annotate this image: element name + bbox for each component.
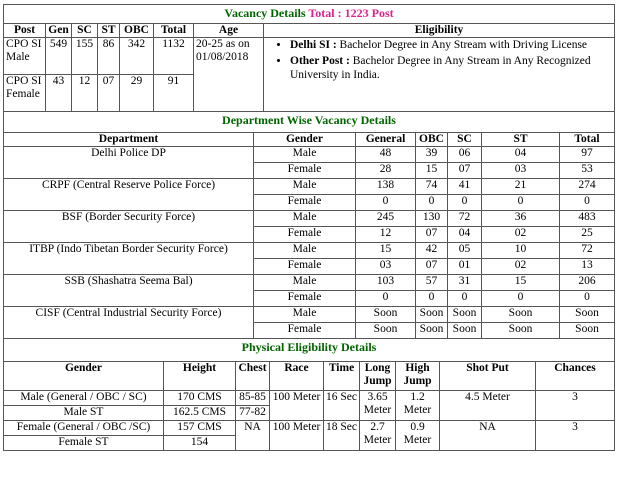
- obc-cell: Soon: [416, 323, 448, 339]
- high-jump-cell: 0.9 Meter: [396, 421, 440, 451]
- age-cell: 20-25 as on 01/08/2018: [194, 38, 264, 112]
- department-cell: CRPF (Central Reserve Police Force): [4, 179, 254, 211]
- sc-cell: Soon: [448, 323, 482, 339]
- gender-cell: Male: [254, 275, 356, 291]
- st-cell: Soon: [482, 307, 560, 323]
- total-cell: 25: [560, 227, 615, 243]
- header-gender: Gender: [4, 362, 164, 391]
- obc-cell: 07: [416, 259, 448, 275]
- header-obc: OBC: [416, 133, 448, 147]
- total-cell: 0: [560, 291, 615, 307]
- total-cell: Soon: [560, 323, 615, 339]
- vacancy-title-text: Vacancy Details: [224, 6, 306, 20]
- gender-cell: Female: [254, 291, 356, 307]
- st-cell: 21: [482, 179, 560, 195]
- general-cell: Soon: [356, 307, 416, 323]
- gender-cell: Male: [254, 147, 356, 163]
- header-department: Department: [4, 133, 254, 147]
- sc-cell: 05: [448, 243, 482, 259]
- height-cell: 154: [164, 436, 236, 451]
- chances-cell: 3: [536, 421, 615, 451]
- total-cell: 53: [560, 163, 615, 179]
- department-cell: CISF (Central Industrial Security Force): [4, 307, 254, 339]
- sc-cell: 155: [72, 38, 98, 75]
- header-total: Total: [560, 133, 615, 147]
- gender-cell: Male ST: [4, 406, 164, 421]
- st-cell: 02: [482, 227, 560, 243]
- header-general: General: [356, 133, 416, 147]
- time-cell: 18 Sec: [324, 421, 360, 451]
- department-cell: SSB (Shashatra Seema Bal): [4, 275, 254, 307]
- general-cell: 0: [356, 195, 416, 211]
- general-cell: 138: [356, 179, 416, 195]
- gender-cell: Female: [254, 259, 356, 275]
- height-cell: 170 CMS: [164, 391, 236, 406]
- chances-cell: 3: [536, 391, 615, 421]
- header-time: Time: [324, 362, 360, 391]
- eligibility-cell: [264, 38, 615, 112]
- header-eligibility: Eligibility: [264, 24, 615, 38]
- total-cell: 274: [560, 179, 615, 195]
- total-cell: 91: [154, 75, 194, 112]
- eligibility-label: Delhi SI :: [290, 39, 337, 51]
- header-total: Total: [154, 24, 194, 38]
- table-row: [4, 421, 615, 436]
- general-cell: 12: [356, 227, 416, 243]
- gender-cell: Female: [254, 323, 356, 339]
- high-jump-cell: 1.2 Meter: [396, 391, 440, 421]
- department-rows: [4, 147, 615, 339]
- general-cell: 15: [356, 243, 416, 259]
- total-cell: 483: [560, 211, 615, 227]
- sc-cell: 72: [448, 211, 482, 227]
- sc-cell: 06: [448, 147, 482, 163]
- vacancy-total: Total : 1223 Post: [308, 6, 394, 20]
- race-cell: 100 Meter: [270, 391, 324, 421]
- header-chest: Chest: [236, 362, 270, 391]
- header-shot-put: Shot Put: [440, 362, 536, 391]
- total-cell: 97: [560, 147, 615, 163]
- height-cell: 157 CMS: [164, 421, 236, 436]
- table-row: [4, 179, 615, 195]
- total-cell: Soon: [560, 307, 615, 323]
- st-cell: 36: [482, 211, 560, 227]
- general-cell: 245: [356, 211, 416, 227]
- st-cell: 86: [98, 38, 120, 75]
- chest-cell: 85-85: [236, 391, 270, 406]
- list-item: [290, 54, 612, 82]
- header-chances: Chances: [536, 362, 615, 391]
- gender-cell: Female: [254, 195, 356, 211]
- st-cell: 03: [482, 163, 560, 179]
- eligibility-text: Bachelor Degree in Any Stream with Driving License: [336, 39, 588, 51]
- header-obc: OBC: [120, 24, 154, 38]
- physical-table: [3, 338, 615, 451]
- race-cell: 100 Meter: [270, 421, 324, 451]
- obc-cell: 0: [416, 195, 448, 211]
- total-cell: 0: [560, 195, 615, 211]
- table-row: [4, 243, 615, 259]
- obc-cell: 57: [416, 275, 448, 291]
- table-row: [4, 147, 615, 163]
- long-jump-cell: 2.7 Meter: [360, 421, 396, 451]
- obc-cell: 42: [416, 243, 448, 259]
- total-cell: 206: [560, 275, 615, 291]
- general-cell: 28: [356, 163, 416, 179]
- header-sc: SC: [448, 133, 482, 147]
- st-cell: Soon: [482, 323, 560, 339]
- header-st: ST: [98, 24, 120, 38]
- gender-cell: Female ST: [4, 436, 164, 451]
- st-cell: 10: [482, 243, 560, 259]
- department-cell: Delhi Police DP: [4, 147, 254, 179]
- st-cell: 04: [482, 147, 560, 163]
- header-height: Height: [164, 362, 236, 391]
- gender-cell: Male (General / OBC / SC): [4, 391, 164, 406]
- shot-put-cell: NA: [440, 421, 536, 451]
- header-long-jump: Long Jump: [360, 362, 396, 391]
- sc-cell: 0: [448, 291, 482, 307]
- sc-cell: 07: [448, 163, 482, 179]
- page-content: [3, 4, 615, 451]
- post-cell: CPO SI Male: [4, 38, 46, 75]
- height-cell: 162.5 CMS: [164, 406, 236, 421]
- obc-cell: 0: [416, 291, 448, 307]
- general-cell: 0: [356, 291, 416, 307]
- sc-cell: 41: [448, 179, 482, 195]
- gen-cell: 549: [46, 38, 72, 75]
- gender-cell: Female: [254, 227, 356, 243]
- vacancy-title: [4, 5, 615, 24]
- department-cell: ITBP (Indo Tibetan Border Security Force): [4, 243, 254, 275]
- long-jump-cell: 3.65 Meter: [360, 391, 396, 421]
- obc-cell: 39: [416, 147, 448, 163]
- obc-cell: 342: [120, 38, 154, 75]
- obc-cell: 130: [416, 211, 448, 227]
- st-cell: 15: [482, 275, 560, 291]
- total-cell: 1132: [154, 38, 194, 75]
- total-cell: 13: [560, 259, 615, 275]
- sc-cell: 31: [448, 275, 482, 291]
- gender-cell: Female: [254, 163, 356, 179]
- header-st: ST: [482, 133, 560, 147]
- table-row: [4, 211, 615, 227]
- header-race: Race: [270, 362, 324, 391]
- post-cell: CPO SI Female: [4, 75, 46, 112]
- eligibility-text: Bachelor Degree in Any Stream in Any Recognized University in India.: [290, 55, 591, 81]
- header-sc: SC: [72, 24, 98, 38]
- header-gen: Gen: [46, 24, 72, 38]
- gender-cell: Male: [254, 179, 356, 195]
- table-row: [4, 307, 615, 323]
- chest-cell: NA: [236, 421, 270, 451]
- gender-cell: Male: [254, 243, 356, 259]
- table-row: [4, 391, 615, 406]
- sc-cell: 04: [448, 227, 482, 243]
- list-item: [290, 38, 612, 52]
- general-cell: 03: [356, 259, 416, 275]
- obc-cell: 29: [120, 75, 154, 112]
- eligibility-list: [266, 38, 612, 82]
- general-cell: 48: [356, 147, 416, 163]
- gender-cell: Male: [254, 307, 356, 323]
- sc-cell: 12: [72, 75, 98, 112]
- vacancy-table: [3, 4, 615, 112]
- obc-cell: 74: [416, 179, 448, 195]
- header-age: Age: [194, 24, 264, 38]
- general-cell: Soon: [356, 323, 416, 339]
- obc-cell: 07: [416, 227, 448, 243]
- sc-cell: Soon: [448, 307, 482, 323]
- st-cell: 0: [482, 291, 560, 307]
- st-cell: 02: [482, 259, 560, 275]
- department-table: [3, 111, 615, 339]
- gender-cell: Male: [254, 211, 356, 227]
- header-post: Post: [4, 24, 46, 38]
- st-cell: 0: [482, 195, 560, 211]
- time-cell: 16 Sec: [324, 391, 360, 421]
- st-cell: 07: [98, 75, 120, 112]
- gender-cell: Female (General / OBC /SC): [4, 421, 164, 436]
- shot-put-cell: 4.5 Meter: [440, 391, 536, 421]
- table-row: [4, 275, 615, 291]
- physical-title: Physical Eligibility Details: [4, 339, 615, 362]
- obc-cell: 15: [416, 163, 448, 179]
- department-cell: BSF (Border Security Force): [4, 211, 254, 243]
- header-high-jump: High Jump: [396, 362, 440, 391]
- chest-cell: 77-82: [236, 406, 270, 421]
- sc-cell: 0: [448, 195, 482, 211]
- department-title: Department Wise Vacancy Details: [4, 112, 615, 133]
- total-cell: 72: [560, 243, 615, 259]
- general-cell: 103: [356, 275, 416, 291]
- sc-cell: 01: [448, 259, 482, 275]
- header-gender: Gender: [254, 133, 356, 147]
- table-row: [4, 38, 615, 75]
- gen-cell: 43: [46, 75, 72, 112]
- obc-cell: Soon: [416, 307, 448, 323]
- eligibility-label: Other Post :: [290, 55, 350, 67]
